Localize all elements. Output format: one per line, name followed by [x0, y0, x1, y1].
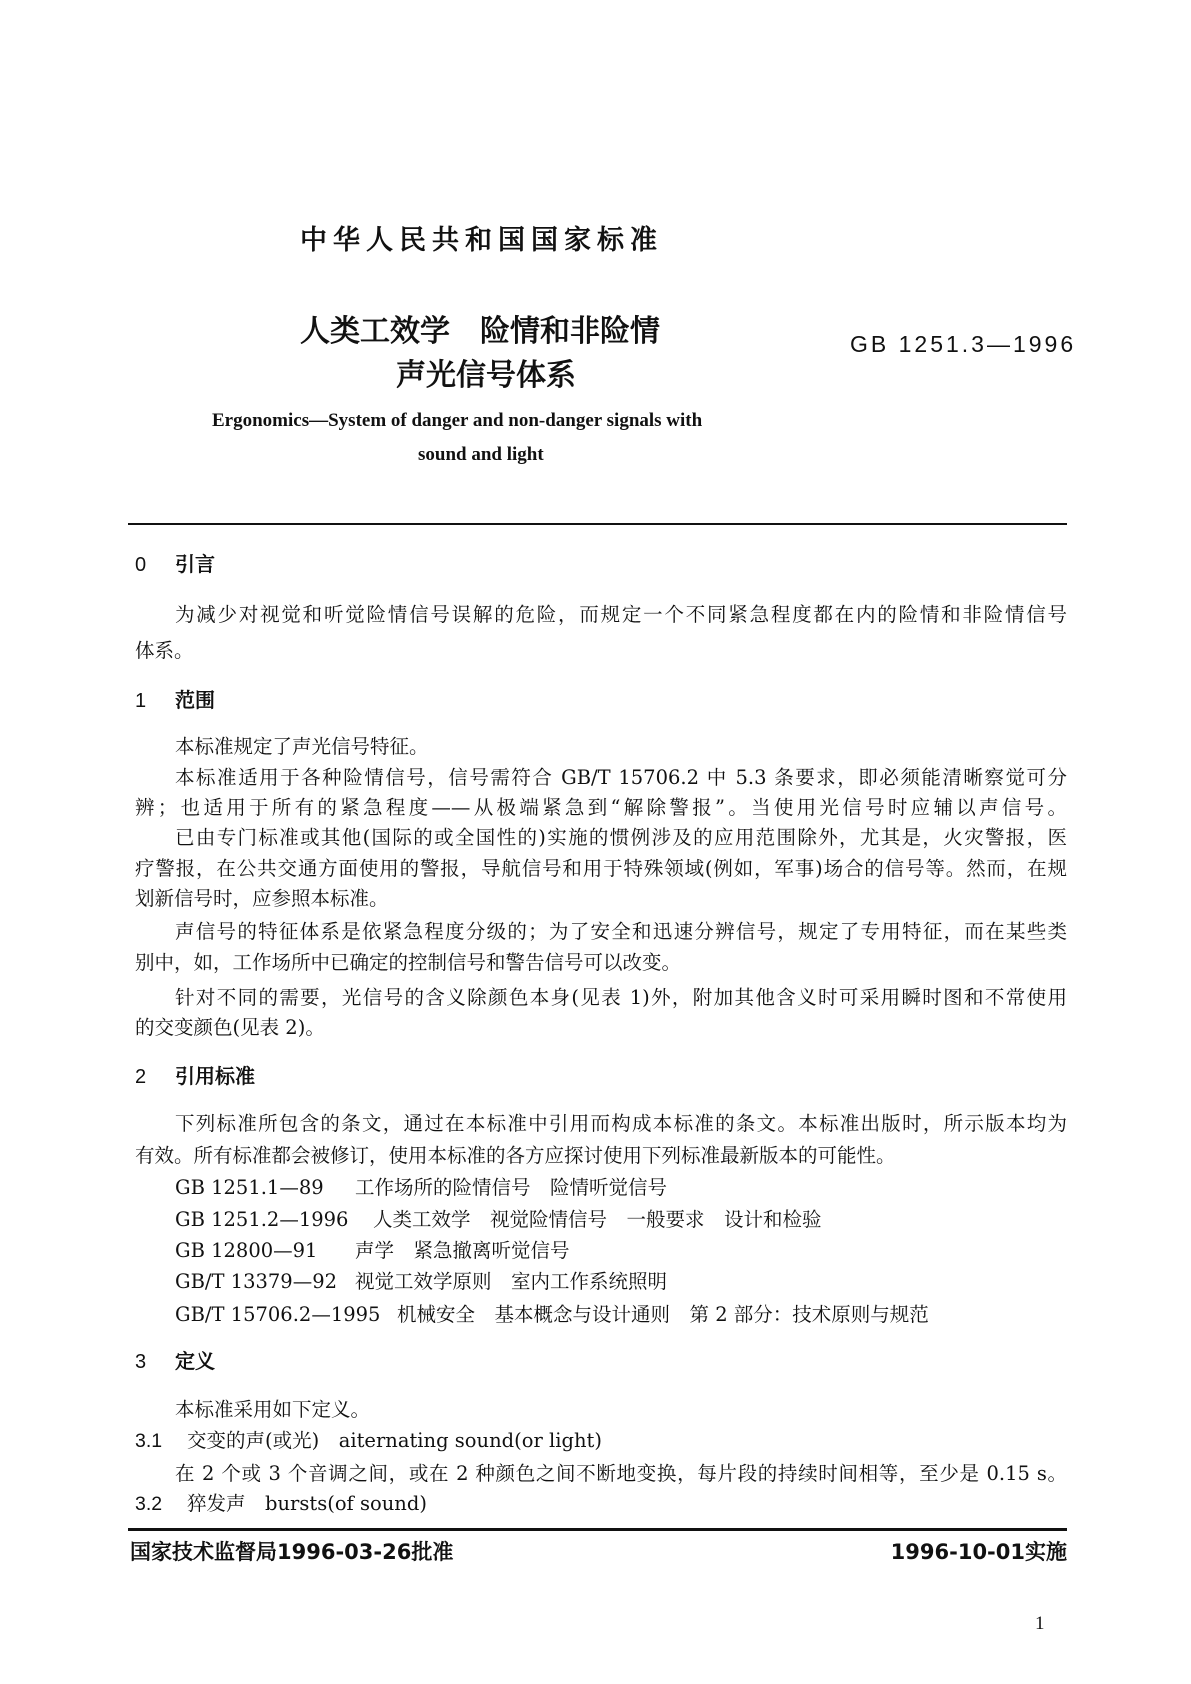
definition-term: 交变的声(或光) aiternating sound(or light) [187, 1429, 602, 1452]
paragraph-line: 声信号的特征体系是依紧急程度分级的；为了安全和迅速分辨信号，规定了专用特征，而在某些类 [175, 920, 1067, 943]
reference-code: GB 1251.1—89 [175, 1176, 324, 1199]
paragraph-line: 疗警报，在公共交通方面使用的警报，导航信号和用于特殊领域(例如，军事)场合的信号等。然而，在规 [135, 857, 1067, 880]
standard-number: GB 1251.3—1996 [850, 331, 1077, 357]
paragraph-line: 为减少对视觉和听觉险情信号误解的危险，而规定一个不同紧急程度都在内的险情和非险情信号 [175, 603, 1067, 626]
section-title: 范围 [175, 688, 215, 712]
section-number: 3 [135, 1351, 147, 1373]
paragraph-line: 下列标准所包含的条文，通过在本标准中引用而构成本标准的条文。本标准出版时，所示版本均为 [175, 1112, 1067, 1135]
english-title-line1: Ergonomics—System of danger and non-danger signals with [212, 410, 703, 431]
reference-item [175, 1239, 570, 1263]
effective-date: 1996-10-01实施 [890, 1540, 1067, 1564]
paragraph-line: 划新信号时，应参照本标准。 [135, 887, 389, 910]
doc-title-line1: 人类工效学 险情和非险情 [300, 314, 660, 349]
paragraph-line: 本标准适用于各种险情信号，信号需符合 GB/T 15706.2 中 5.3 条要求，即必须能清晰察觉可分 [175, 766, 1067, 789]
paragraph-line: 辨；也适用于所有的紧急程度——从极端紧急到“解除警报”。当使用光信号时应辅以声信号。 [135, 796, 1067, 819]
section-title: 引言 [175, 552, 215, 576]
section-number: 0 [135, 554, 147, 576]
reference-code: GB/T 13379—92 [175, 1270, 338, 1293]
page-number: 1 [1035, 1613, 1045, 1634]
section-title: 引用标准 [175, 1064, 255, 1088]
paragraph-line: 本标准规定了声光信号特征。 [175, 735, 429, 758]
section-0-heading [135, 552, 215, 577]
paragraph-line: 体系。 [135, 639, 194, 662]
section-title: 定义 [175, 1349, 215, 1373]
paragraph-line: 的交变颜色(见表 2)。 [135, 1016, 325, 1039]
paragraph-line: 针对不同的需要，光信号的含义除颜色本身(见表 1)外，附加其他含义时可采用瞬时图和不常使用 [175, 986, 1067, 1009]
section-2-heading [135, 1064, 255, 1089]
reference-title: 机械安全 基本概念与设计通则 第 2 部分：技术原则与规范 [397, 1303, 929, 1326]
paragraph-line: 已由专门标准或其他(国际的或全国性的)实施的惯例涉及的应用范围除外，尤其是，火灾警报，医 [175, 826, 1067, 849]
reference-item [175, 1176, 667, 1200]
reference-item [175, 1208, 822, 1232]
definition-term: 猝发声 bursts(of sound) [187, 1492, 427, 1515]
reference-title: 视觉工效学原则 室内工作系统照明 [355, 1270, 668, 1293]
section-3-heading [135, 1349, 215, 1374]
english-title-line2: sound and light [418, 444, 544, 465]
reference-item [175, 1270, 667, 1294]
paragraph-line: 有效。所有标准都会被修订，使用本标准的各方应探讨使用下列标准最新版本的可能性。 [135, 1144, 896, 1167]
section-number: 1 [135, 690, 147, 712]
reference-code: GB/T 15706.2—1995 [175, 1303, 381, 1326]
header-divider [128, 523, 1067, 525]
paragraph-line: 别中，如，工作场所中已确定的控制信号和警告信号可以改变。 [135, 951, 682, 974]
definition-3-1 [135, 1429, 602, 1453]
section-number: 2 [135, 1066, 147, 1088]
reference-item [175, 1303, 929, 1327]
reference-title: 人类工效学 视觉险情信号 一般要求 设计和检验 [373, 1208, 822, 1231]
reference-title: 声学 紧急撤离听觉信号 [355, 1239, 570, 1262]
definition-number: 3.1 [135, 1430, 163, 1452]
reference-code: GB 1251.2—1996 [175, 1208, 349, 1231]
definition-3-2 [135, 1492, 427, 1516]
definition-text: 在 2 个或 3 个音调之间，或在 2 种颜色之间不断地变换，每片段的持续时间相等，至少是 0.15 s。 [175, 1462, 1067, 1485]
approval-info: 国家技术监督局1996-03-26批准 [130, 1540, 454, 1564]
section-1-heading [135, 688, 215, 713]
paragraph-line: 本标准采用如下定义。 [175, 1398, 371, 1421]
reference-title: 工作场所的险情信号 险情听觉信号 [355, 1176, 668, 1199]
footer-divider [128, 1528, 1067, 1531]
doc-title-line2: 声光信号体系 [396, 358, 576, 393]
definition-number: 3.2 [135, 1493, 163, 1515]
org-title: 中华人民共和国国家标准 [300, 225, 663, 256]
reference-code: GB 12800—91 [175, 1239, 318, 1262]
